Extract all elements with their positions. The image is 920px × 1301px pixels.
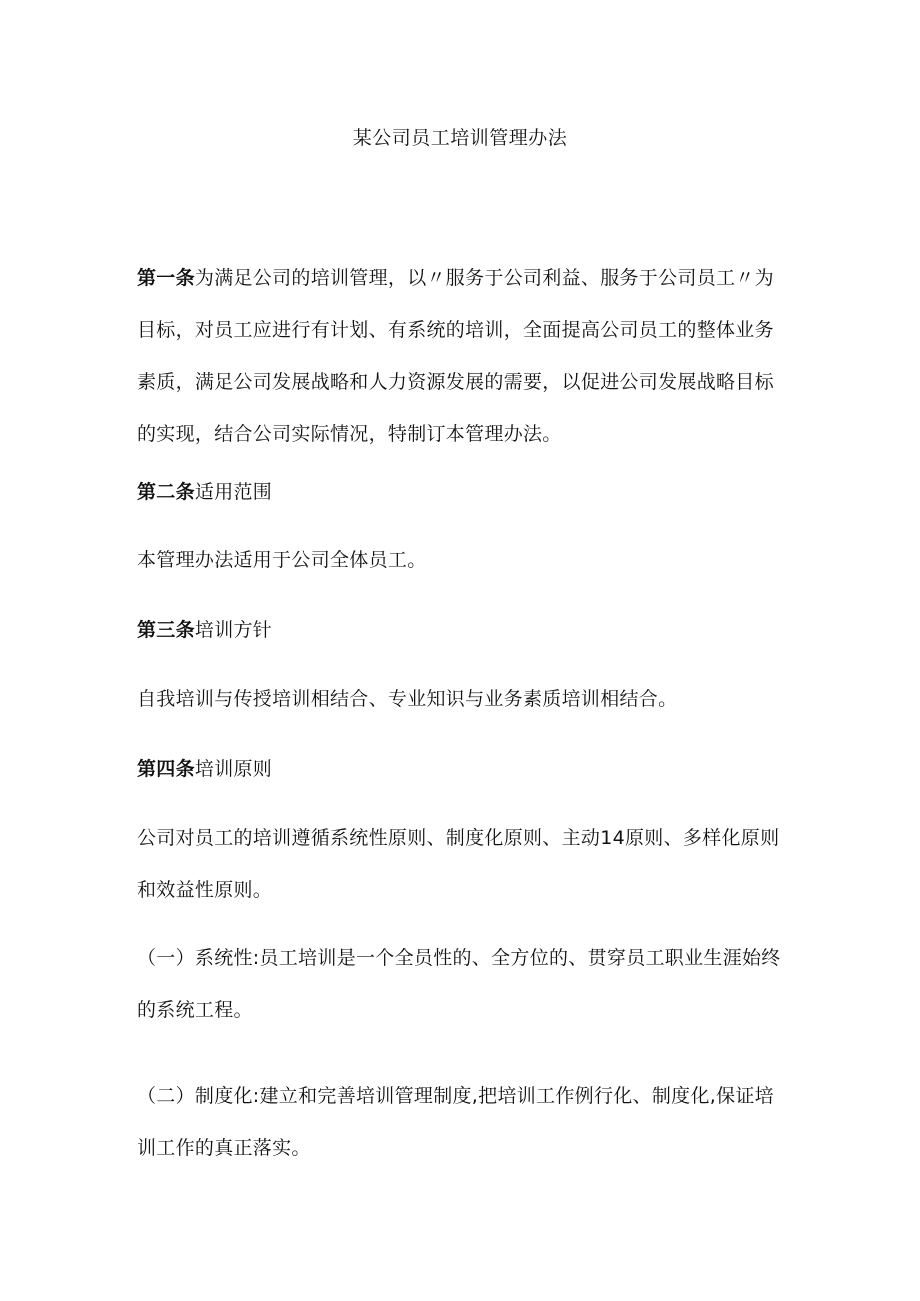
article-2-heading xyxy=(137,478,789,506)
article-2-body: 本管理办法适用于公司全体员工。 xyxy=(137,549,427,571)
article-2-label: 第二条 xyxy=(137,481,195,503)
article-4-label: 第四条 xyxy=(137,758,195,780)
article-4-body: 公司对员工的培训遵循系统性原则、制度化原则、主动14原则、多样化原则和效益性原则。 xyxy=(137,827,780,901)
article-1-text: 为满足公司的培训管理，以〃服务于公司利益、服务于公司员工〃为目标，对员工应进行有计划、有系统的培训，全面提高公司员工的整体业务素质，满足公司发展战略和人力资源发展的需要，以促进公司发展战略目标的实现，结合公司实际情况，特制订本管理办法。 xyxy=(137,267,774,445)
article-4-title: 培训原则 xyxy=(194,758,273,780)
article-3-label: 第三条 xyxy=(137,619,195,641)
document-title: 某公司员工培训管理办法 xyxy=(352,127,568,149)
principle-1: （一）系统性:员工培训是一个全员性的、全方位的、贯穿员工职业生涯始终的系统工程。 xyxy=(137,947,781,1021)
principle-2: （二）制度化:建立和完善培训管理制度,把培训工作例行化、制度化,保证培训工作的真正落实。 xyxy=(137,1085,774,1159)
article-1 xyxy=(137,252,789,460)
article-3-title: 培训方针 xyxy=(194,619,273,641)
article-2-title: 适用范围 xyxy=(194,481,273,503)
article-3-body: 自我培训与传授培训相结合、专业知识与业务素质培训相结合。 xyxy=(137,688,678,710)
article-1-label: 第一条 xyxy=(137,267,195,289)
article-3-heading xyxy=(137,616,789,644)
article-4-heading xyxy=(137,755,789,783)
